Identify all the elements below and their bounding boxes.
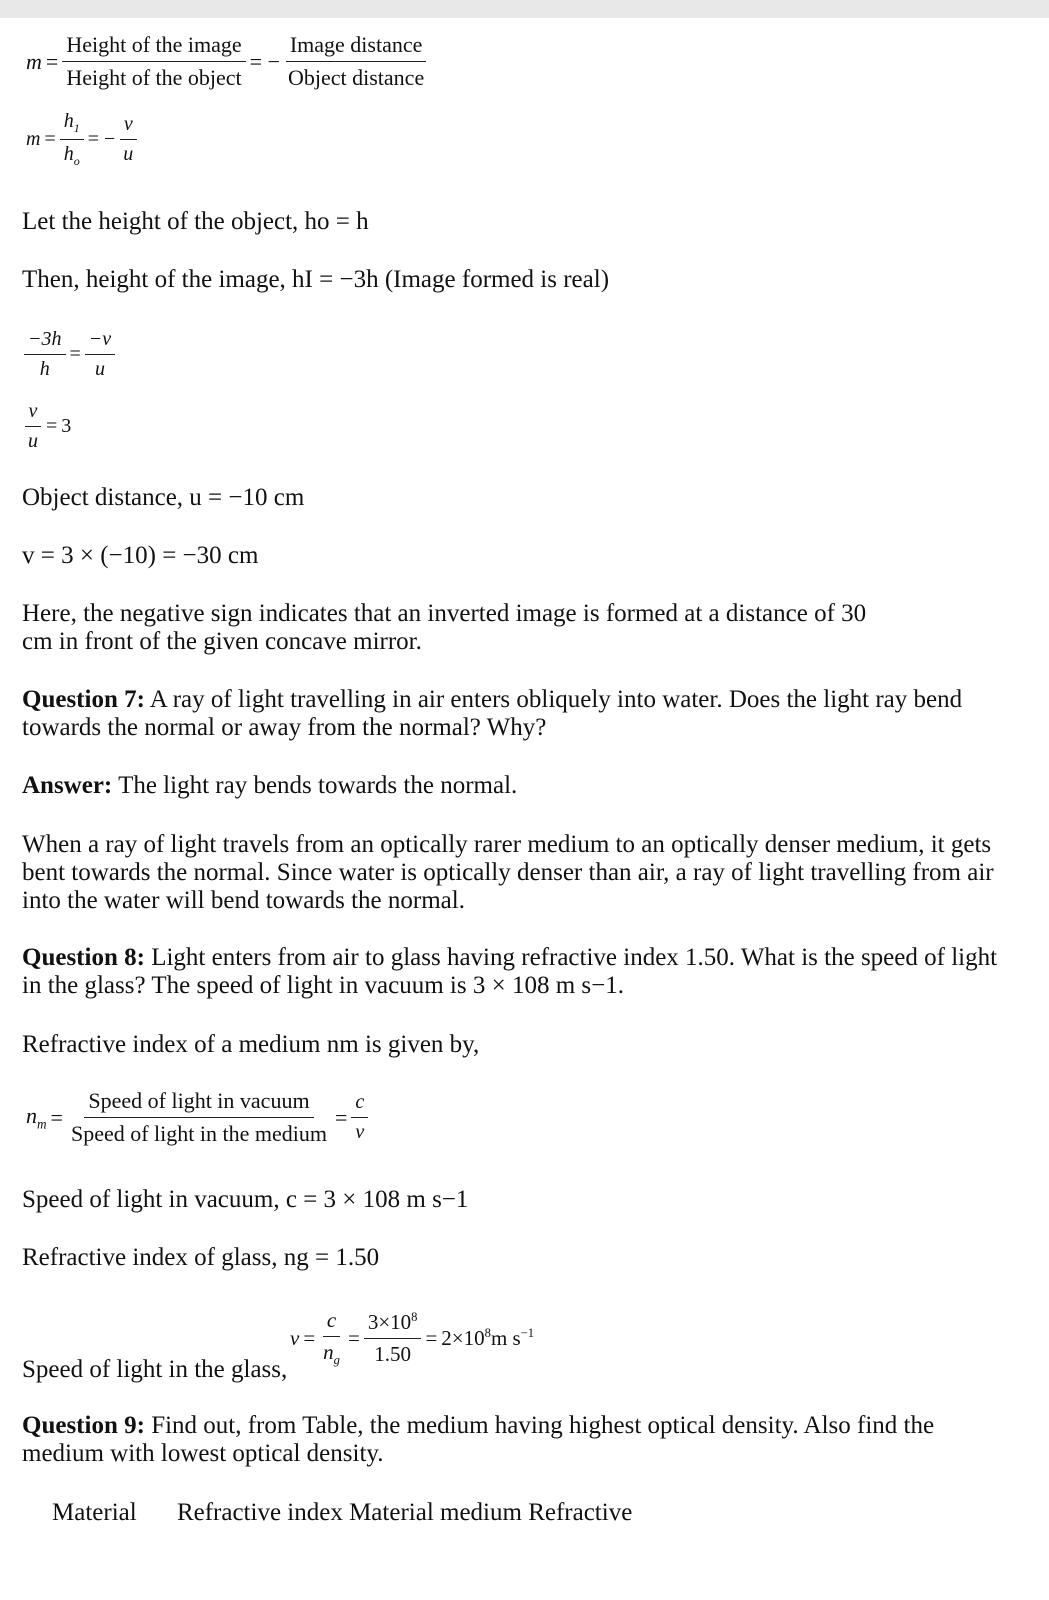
fraction-numerator: Height of the image bbox=[62, 32, 245, 62]
fraction-denominator: u bbox=[28, 430, 38, 452]
text-speed-glass-label: Speed of light in the glass, bbox=[22, 1356, 288, 1383]
formula-result: 3 bbox=[61, 415, 72, 437]
magnification-formula-symbols: m = $\frac{h_1}{h_o}$ = − $\frac{v}{u}$ bbox=[26, 110, 137, 169]
formula-m: m bbox=[26, 48, 42, 74]
text-image-height: Then, height of the image, hI = −3h (Image formed is real) bbox=[22, 266, 610, 293]
text-refractive-index-intro: Refractive index of a medium nm is given by, bbox=[22, 1031, 480, 1058]
question-7 bbox=[22, 686, 1012, 742]
question-9 bbox=[22, 1412, 962, 1468]
text-speed-vacuum: Speed of light in vacuum, c = 3 × 108 m s−1 bbox=[22, 1186, 469, 1213]
text-negative-sign-explanation: Here, the negative sign indicates that an inverted image is formed at a distance of 30 cm in front of the given concave mirror. bbox=[22, 600, 867, 655]
fraction-numerator: −v bbox=[85, 328, 115, 355]
fraction-denominator: Speed of light in the medium bbox=[70, 1121, 327, 1146]
text-object-distance: Object distance, u = −10 cm bbox=[22, 484, 305, 511]
fraction-denominator: $h_o$ bbox=[63, 143, 80, 168]
answer-text: The light ray bends towards the normal. bbox=[112, 772, 518, 799]
fraction-denominator: h bbox=[39, 358, 50, 380]
fraction-denominator: $n_g$ bbox=[323, 1340, 340, 1368]
magnification-formula-words: m = $\frac{\text{Height of the image}}{\text{Height of the object}}$ = − $\frac{\text{Image distance}}{\text{Object distance}}$ bbox=[26, 32, 428, 91]
fraction-numerator: −3h bbox=[24, 328, 66, 355]
fraction-denominator: u bbox=[123, 143, 134, 165]
formula-m: m bbox=[26, 128, 41, 150]
question-text: Light enters from air to glass having refractive index 1.50. What is the speed of light in the glass? The speed of light in vacuum is 3 × 108 m s−1. bbox=[22, 944, 998, 999]
question-text: Find out, from Table, the medium having highest optical density. Also find the medium with lowest optical density. bbox=[22, 1412, 935, 1467]
text-object-height: Let the height of the object, ho = h bbox=[22, 208, 369, 235]
answer-7-explanation: When a ray of light travels from an optically rarer medium to an optically denser medium, it gets bent towards the normal. Since water is optically denser than air, a ray of light travelling from air into the water will bend towards the normal. bbox=[22, 831, 994, 914]
text-refractive-index-glass: Refractive index of glass, ng = 1.50 bbox=[22, 1244, 380, 1271]
question-label: Question 8: bbox=[22, 944, 145, 971]
fraction-numerator: c bbox=[323, 1308, 340, 1337]
fraction-denominator: Object distance bbox=[287, 65, 425, 90]
fraction-numerator: Image distance bbox=[286, 32, 427, 62]
question-8 bbox=[22, 944, 1007, 1000]
answer-7 bbox=[22, 772, 1012, 800]
formula-nm: $n_m$ bbox=[26, 1102, 47, 1132]
refractive-index-formula: $n_m$ = $\frac{\text{Speed of light in vacuum}}{\text{Speed of light in the medium}}$ = $\frac{c}{v}$ bbox=[26, 1088, 368, 1147]
top-bar bbox=[0, 0, 1049, 18]
fraction-denominator: 1.50 bbox=[374, 1341, 411, 1366]
speed-glass-formula: v = $\frac{c}{n_g}$ = $\frac{3\times 10^8}{1.50}$ = $2\times 10^8m$ $s^{-1}$ bbox=[290, 1308, 535, 1368]
fraction-denominator: v bbox=[355, 1121, 365, 1143]
fraction-numerator: $h_1$ bbox=[60, 110, 84, 140]
formula-result: $2\times 10^8m$ $s^{-1}$ bbox=[441, 1325, 535, 1350]
formula-v: v bbox=[290, 1325, 300, 1350]
fraction-numerator: v bbox=[120, 113, 137, 140]
v-over-u-formula: $\frac{v}{u}$ = 3 bbox=[24, 400, 71, 453]
question-label: Question 9: bbox=[22, 1412, 145, 1439]
question-label: Question 7: bbox=[22, 686, 145, 713]
fraction-denominator: u bbox=[94, 358, 105, 380]
table-header-material: Material bbox=[52, 1499, 137, 1526]
table-header-row bbox=[52, 1499, 632, 1527]
table-header-refractive: Refractive index Material medium Refractive bbox=[176, 1499, 633, 1526]
fraction-numerator: Speed of light in vacuum bbox=[84, 1088, 313, 1118]
answer-label: Answer: bbox=[22, 772, 113, 799]
fraction-numerator: v bbox=[25, 400, 42, 427]
fraction-numerator: c bbox=[351, 1091, 368, 1118]
question-text: A ray of light travelling in air enters obliquely into water. Does the light ray bend towards the normal or away from the normal? Why? bbox=[22, 686, 963, 741]
fraction-numerator: $3\times 10^8$ bbox=[364, 1310, 422, 1339]
text-image-distance: v = 3 × (−10) = −30 cm bbox=[22, 542, 259, 569]
ratio-formula: $\frac{-3h}{h}$ = $\frac{-v}{u}$ bbox=[24, 328, 115, 381]
fraction-denominator: Height of the object bbox=[66, 65, 242, 90]
